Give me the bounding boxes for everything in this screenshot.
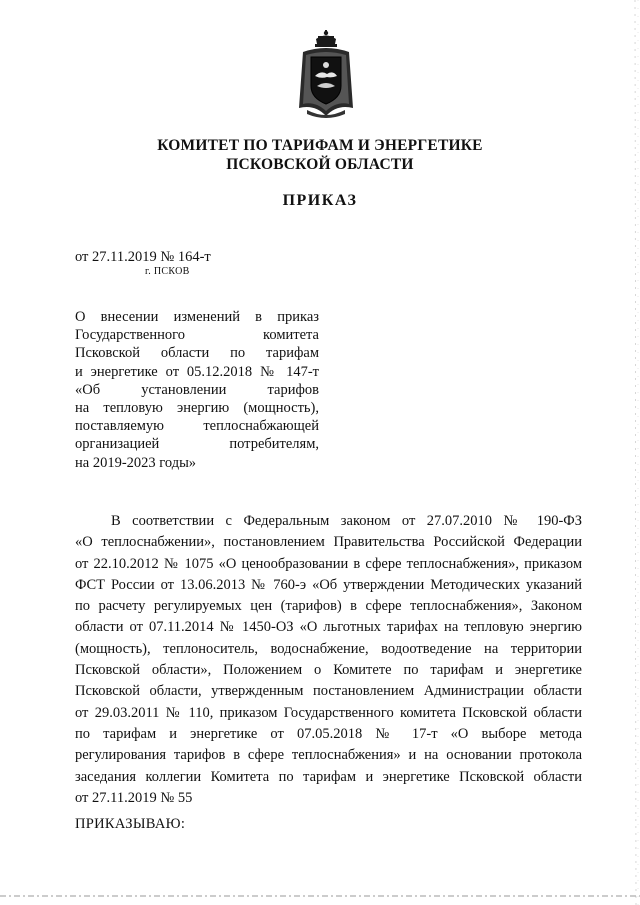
subject-line: поставляемую теплоснабжающей xyxy=(75,418,319,435)
body-line: по тарифам и энергетике от 07.05.2018 № 17-т «О выборе метода xyxy=(75,725,582,742)
organization-title-line-2: ПСКОВСКОЙ ОБЛАСТИ xyxy=(226,156,414,173)
subject-line: О внесении изменений в приказ xyxy=(75,309,319,325)
subject-line: Псковской области по тарифам xyxy=(75,345,319,362)
order-directive: ПРИКАЗЫВАЮ: xyxy=(75,816,186,832)
body-line: (мощность), теплоноситель, водоснабжение, водоотведение на территории xyxy=(75,640,582,657)
document-city: г. ПСКОВ xyxy=(145,266,190,277)
body-line: Псковской области, утвержденным постановлением Администрации области xyxy=(75,683,582,700)
body-line: ФСТ России от 13.06.2013 № 760-э «Об утверждении Методических указаний xyxy=(75,576,582,593)
pskov-coat-of-arms-icon xyxy=(297,30,355,120)
scan-bottom-noise xyxy=(0,893,640,899)
subject-line: организацией потребителям, xyxy=(75,436,319,453)
body-line: Псковской области», Положением о Комитете по тарифам и энергетике xyxy=(75,662,582,679)
document-subject xyxy=(75,308,319,472)
subject-line: на 2019-2023 годы» xyxy=(75,454,197,471)
body-line: регулирования тарифов в сфере теплоснабжения» и на основании протокола xyxy=(75,747,582,764)
subject-line: и энергетике от 05.12.2018 № 147-т xyxy=(75,363,319,380)
organization-title-line-1: КОМИТЕТ ПО ТАРИФАМ И ЭНЕРГЕТИКЕ xyxy=(157,137,483,154)
body-line: В соответствии с Федеральным законом от 27.07.2010 № 190-ФЗ xyxy=(111,513,582,529)
body-line: от 22.10.2012 № 1075 «О ценообразовании в сфере теплоснабжения», приказом xyxy=(75,555,582,572)
document-date-number: от 27.11.2019 № 164-т xyxy=(75,249,211,265)
body-line: «О теплоснабжении», постановлением Правительства Российской Федерации xyxy=(75,534,582,551)
body-line: от 27.11.2019 № 55 xyxy=(75,789,193,806)
body-line: области от 07.11.2014 № 1450-ОЗ «О льготных тарифах на тепловую энергию xyxy=(75,619,582,636)
body-line: от 29.03.2011 № 110, приказом Государственного комитета Псковской области xyxy=(75,704,582,721)
subject-line: «Об установлении тарифов xyxy=(75,381,319,398)
subject-line: Государственного комитета xyxy=(75,327,319,344)
document-body-paragraph xyxy=(75,511,582,809)
scan-edge-noise xyxy=(626,0,640,905)
body-line: заседания коллегии Комитета по тарифам и энергетике Псковской области xyxy=(75,768,582,785)
subject-line: на тепловую энергию (мощность), xyxy=(75,400,319,417)
document-type-title: ПРИКАЗ xyxy=(282,192,358,209)
body-line: по расчету регулируемых цен (тарифов) в сфере теплоснабжения», Законом xyxy=(75,598,582,615)
